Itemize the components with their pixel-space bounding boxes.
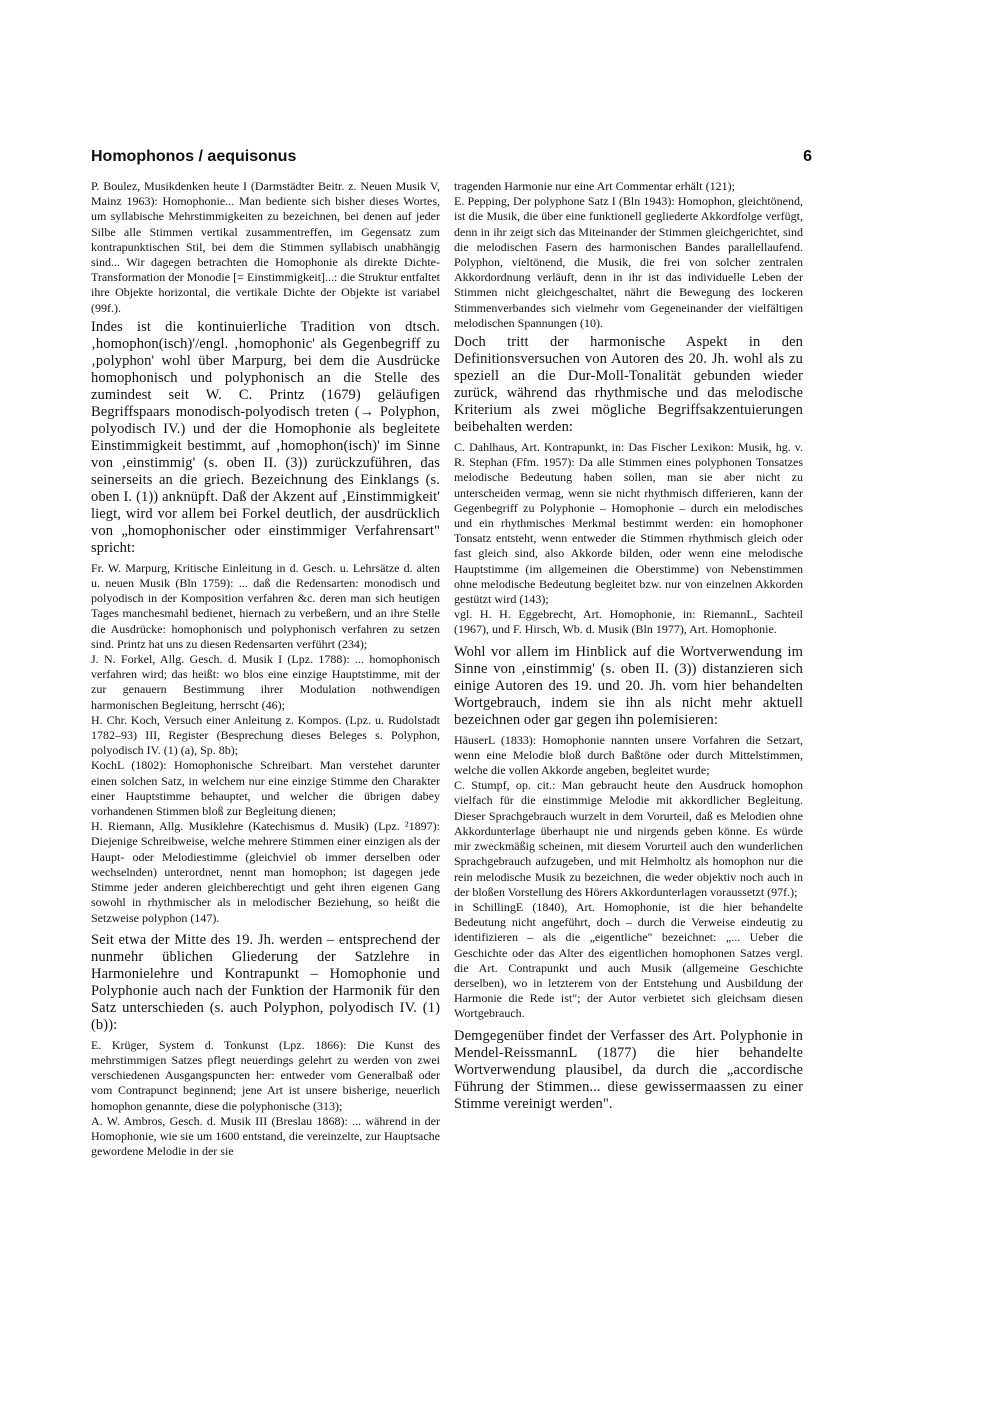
page-number: 6 [803, 148, 812, 165]
quote-block: J. N. Forkel, Allg. Gesch. d. Musik I (Lpz. 1788): ... homophonisch verfahren wird; das heißt: wo blos eine einzige Hauptstimme, mit der zur genauern Bestimmung ihrer Modulation nothwendigen harmonischen Begleitung, herrscht (46); [91, 652, 440, 712]
quote-block: HäuserL (1833): Homophonie nannten unsere Vorfahren die Setzart, wenn eine Melodie bloß durch Baßtöne oder durch Mittelstimmen, welche die vollen Akkorde angeben, begleitet wurde; [454, 732, 803, 778]
quote-block: C. Stumpf, op. cit.: Man gebraucht heute den Ausdruck homophon vielfach für die einstimmige Melodie mit akkordlicher Begleitung. Dieser Sprachgebrauch wurzelt in dem Vorurteil, daß es Melodien ohne Akkordunterlage überhaupt nie und nirgends geben könne. Es würde mir zweckmäßig scheinen, mit diesem Vorurteil auch den wunderlichen Sprachgebrauch aufzugeben, und mit Helmholtz als homophon nur die rein melodische Musik zu bezeichnen, die weder objektiv noch auch in der bloßen Vorstellung des Hörers Akkordunterlagen voraussetzt (97f.); [454, 778, 803, 899]
page-title: Homophonos / aequisonus [91, 148, 297, 165]
body-paragraph: Demgegenüber findet der Verfasser des Art. Polyphonie in Mendel-ReissmannL (1877) die hier behandelte Wortverwendung plausibel, da durch die „accordische Führung der Stimmen... diese gewissermaassen zu einer Stimme vereinigt werden". [454, 1027, 803, 1112]
quote-block: E. Krüger, System d. Tonkunst (Lpz. 1866): Die Kunst des mehrstimmigen Satzes pflegt neuerdings gelehrt zu werden von zwei verschiedenen Ausgangspuncten her: entweder vom Generalbaß oder vom Contrapunct beginnend; jene Art ist unsere bisherige, neuerlich homophon genannte, diese die polyphonische (313); [91, 1037, 440, 1113]
quote-block: Fr. W. Marpurg, Kritische Einleitung in d. Gesch. u. Lehrsätze d. alten u. neuen Musik (Bln 1759): ... daß die Redensarten: monodisch und polyodisch in der Komposition verfahren &c. deren man sich heutigen Tages manchesmahl bedienet, hiernach zu verbeßern, und an ihre Stelle die Ausdrücke: homophonisch und polyphonisch verfahren zu setzen sind. Printz hat uns zu diesen Redensarten verführt (234); [91, 560, 440, 651]
quote-block: C. Dahlhaus, Art. Kontrapunkt, in: Das Fischer Lexikon: Musik, hg. v. R. Stephan (Ffm. 1957): Da alle Stimmen eines polyphonen Tonsatzes melodische Bedeutung haben sollen, man sie aber nicht zu unterscheiden vermag, wenn sie nicht rhythmisch differieren, kann der Gegenbegriff zu Polyphonie – Homophonie – durch ein melodisches und ein rhythmisches Merkmal bestimmt werden: ein homophoner Tonsatz entsteht, wenn entweder die Stimmen rhythmisch gleich oder fast gleich sind, also Akkorde bilden, oder wenn eine melodische Hauptstimme (im allgemeinen die Oberstimme) von Nebenstimmen ohne melodische Bedeutung begleitet bzw. nur von einzelnen Akkorden gestützt wird (143); [454, 440, 803, 607]
quote-block: tragenden Harmonie nur eine Art Commentar erhält (121); [454, 179, 735, 193]
running-header [91, 148, 812, 174]
body-paragraph: Seit etwa der Mitte des 19. Jh. werden – entsprechend der nunmehr üblichen Gliederung der Satzlehre in Harmonielehre und Kontrapunkt – Homophonie und Polyphonie auch nach der Funktion der Harmonik für den Satz unterschieden (s. auch Polyphon, polyodisch IV. (1) (b)): [91, 931, 440, 1033]
quote-block: P. Boulez, Musikdenken heute I (Darmstädter Beitr. z. Neuen Musik V, Mainz 1963): Homophonie... Man bediente sich bisher dieses Wortes, um syllabische Mehrstimmigkeiten zu bezeichnen, bei denen auf jeder Silbe alle Stimmen vertikal zusammentreffen, im Gegensatz zum kontrapunktischen Stil, bei dem die Stimmen syllabisch unabhängig sind... Wir dagegen betrachten die Homophonie als direkte Dichte-Transformation der Monodie [= Einstimmigkeit]...: die Struktur entfaltet ihre Objekte horizontal, die vertikale Dichte der Objekte ist variabel (99f.). [91, 179, 440, 315]
quote-block: vgl. H. H. Eggebrecht, Art. Homophonie, in: RiemannL, Sachteil (1967), und F. Hirsch, Wb. d. Musik (Bln 1977), Art. Homophonie. [454, 607, 803, 637]
right-column [454, 179, 803, 1117]
body-paragraph: Indes ist die kontinuierliche Tradition von dtsch. ‚homophon(isch)'/engl. ‚homophonic' als Gegenbegriff zu ‚polyphon' wohl über Marpurg, bei dem die Ausdrücke homophonisch und polyphonisch an die Stelle des zumindest seit W. C. Printz (1679) geläufigen Begriffspaars monodisch-polyodisch treten (→ Polyphon, polyodisch IV.) und der die Homophonie als begleitete Einstimmigkeit bestimmt, auf ‚homophon(isch)' im Sinne von ‚einstimmig' (s. oben II. (3)) zurückzuführen, das seinerseits an die griech. Bezeichnung des Einklangs (s. oben I. (1)) anknüpft. Daß der Akzent auf ‚Einstimmigkeit' liegt, wird vor allem bei Forkel deutlich, der ausdrücklich von „homophonischer oder einstimmiger Verfahrensart" spricht: [91, 318, 440, 556]
body-paragraph: Doch tritt der harmonische Aspekt in den Definitionsversuchen von Autoren des 20. Jh. wohl als zu speziell an die Dur-Moll-Tonalität gebunden wieder zurück, während das rhythmische und das melodische Kriterium als zwei mögliche Begriffsakzentuierungen beibehalten werden: [454, 334, 803, 436]
left-column [91, 179, 440, 1159]
quote-block: E. Pepping, Der polyphone Satz I (Bln 1943): Homophon, gleichtönend, ist die Musik, die über eine funktionell gegliederte Akkordfolge verfügt, denn in ihr zeigt sich das Miteinander der Stimmen gleichgerichtet, sind die melodischen Fasern des harmonischen Bandes parallellaufend. Polyphon, vieltönend, die Musik, die frei von solcher zentralen Akkordordnung verläuft, denn in ihr ist das individuelle Leben der Stimmen nicht gleichgeschaltet, nährt die Bewegung des lockeren Stimmenverbandes sich vielmehr vom Gegeneinander der vielfältigen melodischen Spannungen (10). [454, 194, 803, 330]
quote-block: H. Riemann, Allg. Musiklehre (Katechismus d. Musik) (Lpz. ²1897): Diejenige Schreibweise, welche mehrere Stimmen einer einzigen als der Haupt- oder Melodiestimme (gleichviel ob immer derselben oder wechselnden) unterordnet, nennt man homophon; ist dagegen jede Stimme jeder anderen gleichberechtigt und geht ihren eigenen Gang sowohl in rhythmischer als in melodischer Beziehung, so heißt die Setzweise polyphon (147). [91, 819, 440, 925]
body-paragraph: Wohl vor allem im Hinblick auf die Wortverwendung im Sinne von ‚einstimmig' (s. oben II. (3)) distanzieren sich einige Autoren des 19. und 20. Jh. vom hier behandelten Wortgebrauch, indem sie ihn als nicht mehr aktuell bezeichnen oder gar gegen ihn polemisieren: [454, 643, 803, 728]
quote-block: A. W. Ambros, Gesch. d. Musik III (Breslau 1868): ... während in der Homophonie, wie sie um 1600 entstand, die vereinzelte, zur Hauptsache gewordene Melodie in der sie [91, 1113, 440, 1159]
quote-block: H. Chr. Koch, Versuch einer Anleitung z. Kompos. (Lpz. u. Rudolstadt 1782–93) III, Register (Besprechung dieses Beleges s. Polyphon, polyodisch IV. (1) (a), Sp. 8b); [91, 712, 440, 758]
quote-block: KochL (1802): Homophonische Schreibart. Man verstehet darunter einen solchen Satz, in welchem nur eine einzige Stimme den Charakter einer Hauptstimme behauptet, und welcher die übrigen dabey vorhandenen Stimmen bloß zur Begleitung dienen; [91, 758, 440, 819]
quote-block: in SchillingE (1840), Art. Homophonie, ist die hier behandelte Bedeutung nicht angeführt, doch – durch die Verweise eindeutig zu identifizieren – als die „eigentliche" bezeichnet: „... Ueber die Geschichte oder das Alter des eigentlichen homophonen Satzes vergl. die Art. Contrapunkt und auch Musik (allgemeine Geschichte derselben), wo in letzterem von der Entstehung und Ausbildung der Harmonie die Rede ist"; der Autor verbietet sich gleichsam diesen Wortgebrauch. [454, 899, 803, 1021]
